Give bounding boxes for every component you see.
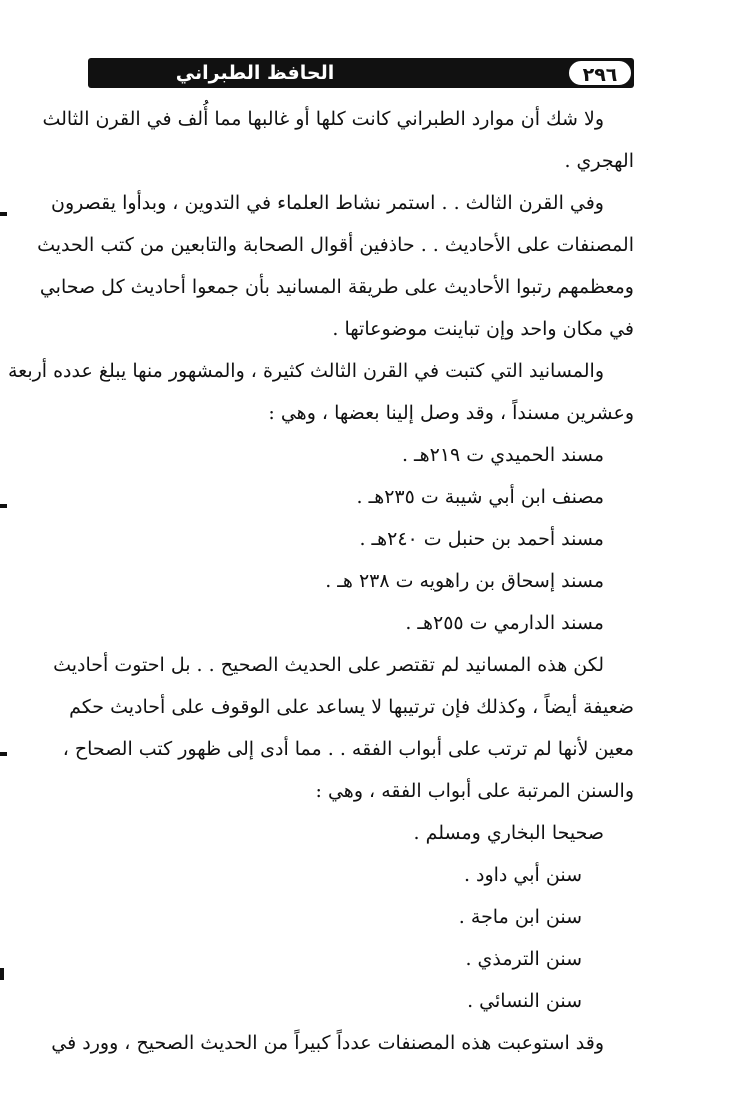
list-item: مسند أحمد بن حنبل ت ٢٤٠هـ . [359,528,604,550]
text-line: الهجري . [564,150,634,172]
scan-margin-mark [0,968,4,980]
scan-margin-mark [0,752,7,756]
list-item: سنن أبي داود . [463,864,582,886]
list-item: سنن الترمذي . [465,948,582,970]
text-line: وعشرين مسنداً ، وقد وصل إلينا بعضها ، وهي : [268,402,634,424]
text-line: ولا شك أن موارد الطبراني كانت كلها أو غالبها مما أُلف في القرن الثالث [42,108,604,130]
text-line: ضعيفة أيضاً ، وكذلك فإن ترتيبها لا يساعد على الوقوف على أحاديث حكم [69,696,634,718]
page-body [7,98,634,1064]
text-line: وقد استوعبت هذه المصنفات عدداً كبيراً من الحديث الصحيح ، وورد في [51,1032,604,1054]
list-item: صحيحا البخاري ومسلم . [413,822,604,844]
text-line: معين لأنها لم ترتب على أبواب الفقه . . مما أدى إلى ظهور كتب الصحاح ، [62,738,634,760]
text-line: ومعظمهم رتبوا الأحاديث على طريقة المسانيد بأن جمعوا أحاديث كل صحابي [39,276,634,298]
text-line: وفي القرن الثالث . . استمر نشاط العلماء في التدوين ، وبدأوا يقصرون [51,192,604,214]
text-line: والسنن المرتبة على أبواب الفقه ، وهي : [315,780,634,802]
running-header-title: الحافظ الطبراني [175,62,335,84]
scan-margin-mark [0,212,7,216]
list-item: سنن النسائي . [467,990,582,1012]
list-item: مسند الحميدي ت ٢١٩هـ . [401,444,604,466]
text-line: لكن هذه المسانيد لم تقتصر على الحديث الصحيح . . بل احتوت أحاديث [53,654,604,676]
text-line: والمسانيد التي كتبت في القرن الثالث كثيرة ، والمشهور منها يبلغ عدده أربعة [7,360,604,382]
text-line: المصنفات على الأحاديث . . حاذفين أقوال الصحابة والتابعين من كتب الحديث [37,234,634,256]
scan-margin-mark [0,504,7,508]
page-number: ٢٩٦ [566,58,634,88]
list-item: مسند الدارمي ت ٢٥٥هـ . [405,612,604,634]
list-item: سنن ابن ماجة . [458,906,582,928]
text-line: في مكان واحد وإن تباينت موضوعاتها . [332,318,634,340]
list-item: مسند إسحاق بن راهويه ت ٢٣٨ هـ . [325,570,604,592]
list-item: مصنف ابن أبي شيبة ت ٢٣٥هـ . [356,486,604,508]
